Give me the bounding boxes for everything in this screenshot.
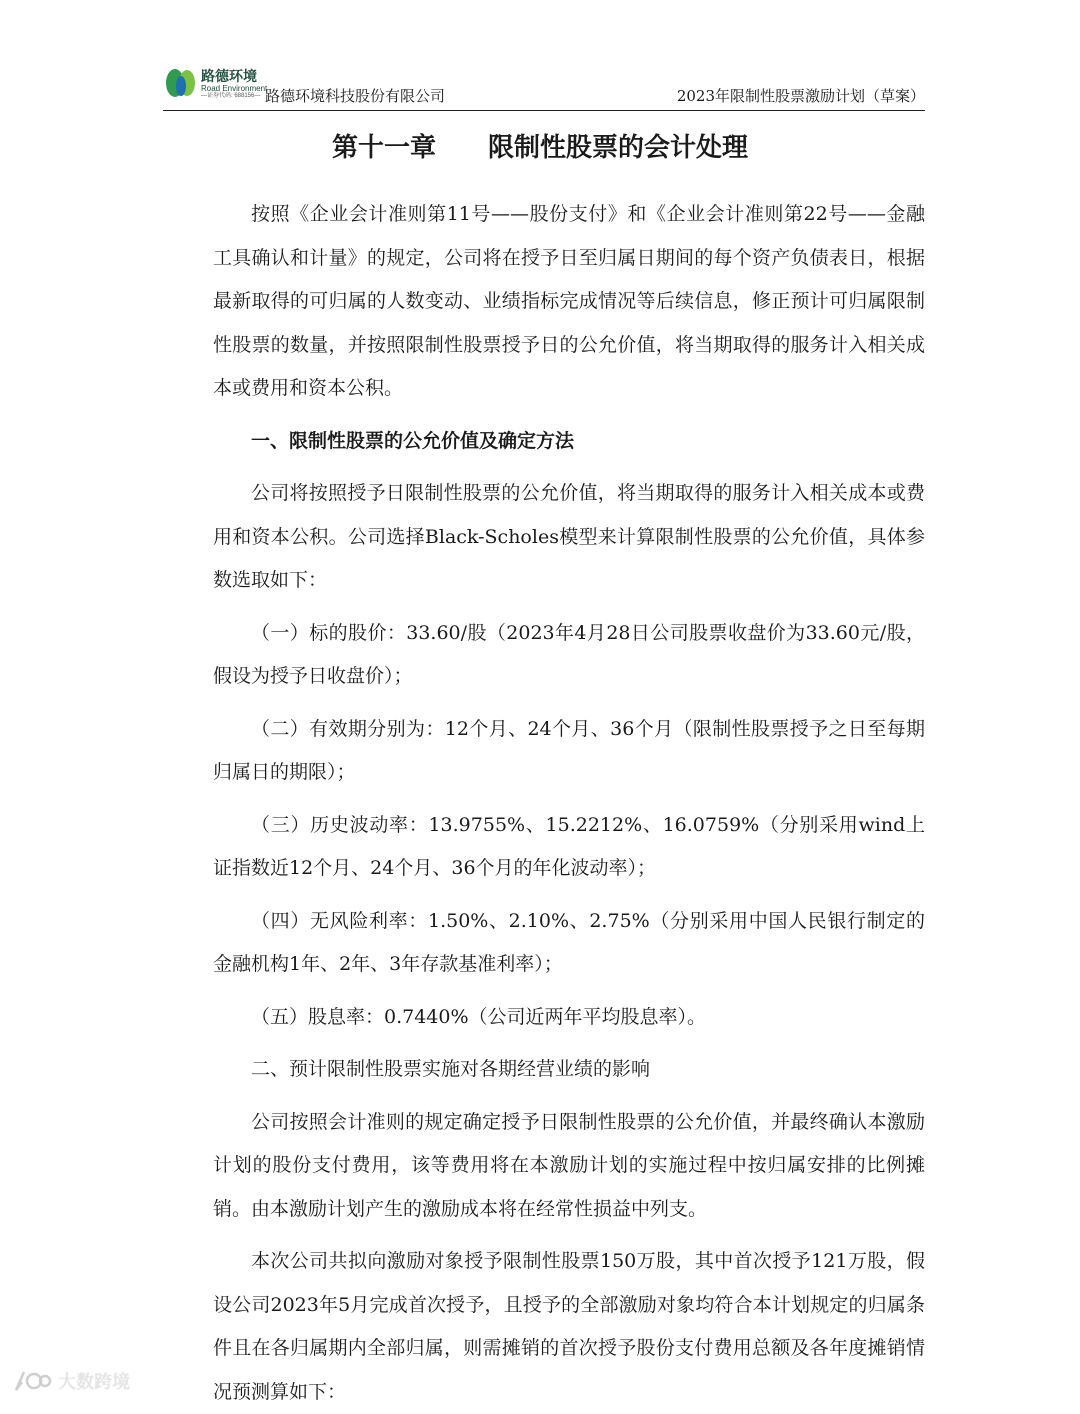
paragraph-intro: 按照《企业会计准则第11号——股份支付》和《企业会计准则第22号——金融工具确认和计量》的规定，公司将在授予日至归属日期间的每个资产负债表日，根据最新取得的可归属的人数变动、业绩指标完成情况等后续信息，修正预计可归属限制性股票的数量，并按照限制性股票授予日的公允价值，将当期取得的服务计入相关成本或费用和资本公积。 bbox=[213, 203, 925, 399]
param-validity: （二）有效期分别为：12个月、24个月、36个月（限制性股票授予之日至每期归属日的期限）； bbox=[213, 717, 925, 783]
param-stock-price: （一）标的股价：33.60/股（2023年4月28日公司股票收盘价为33.60元/股，假设为授予日收盘价）； bbox=[213, 621, 925, 687]
logo-code: —证券代码: 688156— bbox=[201, 93, 261, 99]
road-environment-logo-icon bbox=[163, 66, 203, 100]
page-header bbox=[163, 62, 925, 111]
plan-name: 2023年限制性股票激励计划（草案） bbox=[676, 87, 925, 105]
param-volatility: （三）历史波动率：13.9755%、15.2212%、16.0759%（分别采用wind上证指数近12个月、24个月、36个月的年化波动率）； bbox=[213, 813, 925, 879]
document-body bbox=[213, 193, 925, 1414]
watermark-logo-icon bbox=[12, 1368, 52, 1394]
section-heading-2: 二、预计限制性股票实施对各期经营业绩的影响 bbox=[251, 1058, 651, 1080]
logo-cn: 路德环境 bbox=[201, 69, 257, 85]
section-heading-1: 一、限制性股票的公允价值及确定方法 bbox=[251, 429, 575, 452]
watermark-text: 大数跨境 bbox=[58, 1372, 130, 1393]
paragraph-fair-value: 公司将按照授予日限制性股票的公允价值，将当期取得的服务计入相关成本或费用和资本公积。公司选择Black-Scholes模型来计算限制性股票的公允价值，具体参数选取如下： bbox=[213, 482, 925, 591]
chapter-title: 第十一章 限制性股票的会计处理 bbox=[331, 133, 748, 163]
logo-en: Road Environment bbox=[201, 84, 268, 93]
param-risk-free-rate: （四）无风险利率：1.50%、2.10%、2.75%（分别采用中国人民银行制定的金融机构1年、2年、3年存款基准利率）； bbox=[213, 909, 925, 975]
watermark bbox=[12, 1368, 130, 1394]
logo-text bbox=[201, 70, 267, 100]
paragraph-amortization: 公司按照会计准则的规定确定授予日限制性股票的公允价值，并最终确认本激励计划的股份支付费用，该等费用将在本激励计划的实施过程中按归属安排的比例摊销。由本激励计划产生的激励成本将在经常性损益中列支。 bbox=[213, 1110, 925, 1220]
paragraph-grant-plan: 本次公司共拟向激励对象授予限制性股票150万股，其中首次授予121万股，假设公司2023年5月完成首次授予，且授予的全部激励对象均符合本计划规定的归属条件且在各归属期内全部归属，则需摊销的首次授予股份支付费用总额及各年度摊销情况预测算如下： bbox=[213, 1250, 925, 1403]
company-name: 路德环境科技股份有限公司 bbox=[265, 87, 446, 105]
param-dividend-yield: （五）股息率：0.7440%（公司近两年平均股息率）。 bbox=[251, 1005, 707, 1028]
